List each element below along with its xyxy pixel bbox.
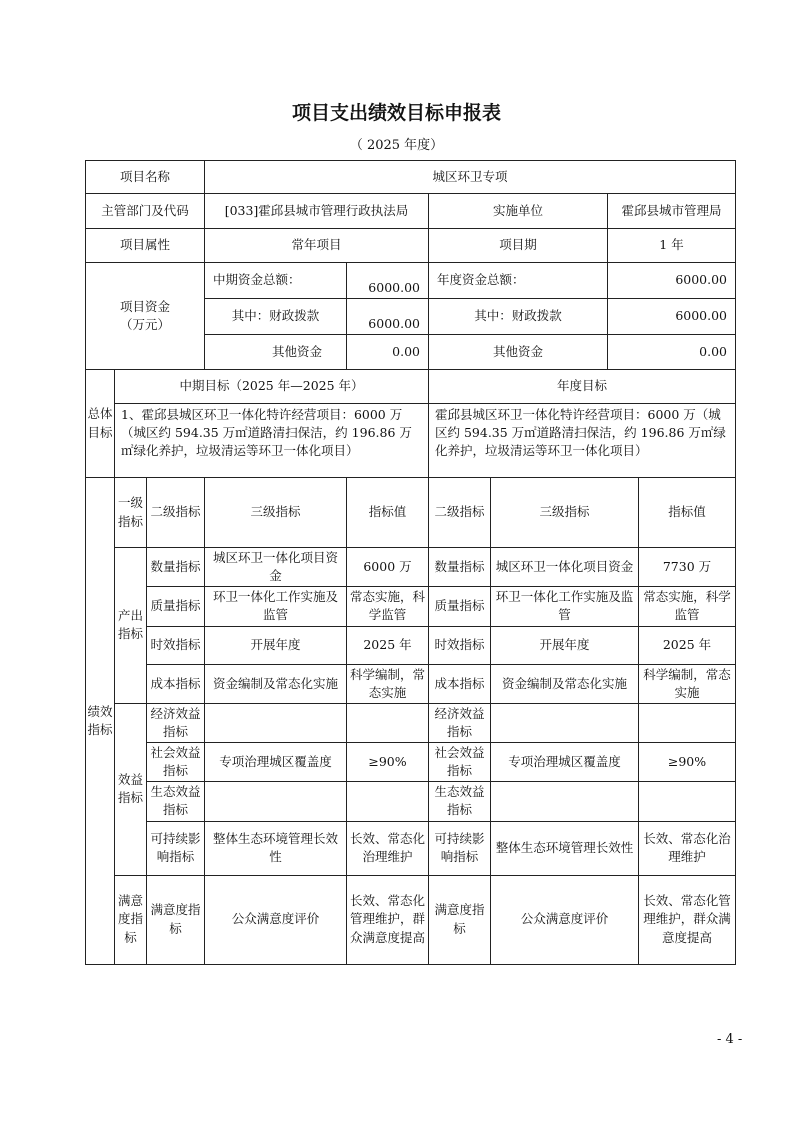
mid-goal-header: 中期目标（2025 年—2025 年） <box>115 370 429 404</box>
indicator-row <box>86 703 736 742</box>
value-mid <box>347 703 429 742</box>
level2-year: 时效指标 <box>429 626 491 664</box>
level3-mid <box>205 703 347 742</box>
level2-year: 可持续影响指标 <box>429 821 491 875</box>
page-title: 项目支出绩效目标申报表 <box>291 102 501 124</box>
value-mid: 常态实施，科学监管 <box>347 587 429 626</box>
value-year: 2025 年 <box>639 626 736 664</box>
level2-mid: 社会效益指标 <box>147 743 205 782</box>
level2-mid: 可持续影响指标 <box>147 821 205 875</box>
value-year: 长效、常态化治理维护 <box>639 821 736 875</box>
dept-label: 主管部门及代码 <box>86 194 205 229</box>
value-year: 科学编制，常态实施 <box>639 664 736 703</box>
indicator-row <box>86 587 736 626</box>
level2-mid: 质量指标 <box>147 587 205 626</box>
year-fiscal-label: 其中：财政拨款 <box>429 299 608 335</box>
mid-other-label: 其他资金 <box>205 335 347 370</box>
project-name-label: 项目名称 <box>86 161 205 194</box>
level3-year <box>491 782 639 821</box>
level3-mid: 整体生态环境管理长效性 <box>205 821 347 875</box>
level3-year: 开展年度 <box>491 626 639 664</box>
level3-mid: 公众满意度评价 <box>205 875 347 964</box>
level3-year: 环卫一体化工作实施及监管 <box>491 587 639 626</box>
mid-goal-text: 1、霍邱县城区环卫一体化特许经营项目：6000 万（城区约 594.35 万㎡道路清扫保洁，约 196.86 万㎡绿化养护，垃圾清运等环卫一体化项目） <box>115 404 429 478</box>
value-year <box>639 782 736 821</box>
header-level3-year: 三级指标 <box>491 478 639 548</box>
level2-year: 社会效益指标 <box>429 743 491 782</box>
year-other-label: 其他资金 <box>429 335 608 370</box>
year-fiscal-value: 6000.00 <box>608 299 736 335</box>
goals-table <box>85 369 736 478</box>
indicator-row <box>86 548 736 587</box>
value-mid: 长效、常态化管理维护，群众满意度提高 <box>347 875 429 964</box>
header-level2-mid: 二级指标 <box>147 478 205 548</box>
indicator-row <box>86 875 736 964</box>
mid-other-value: 0.00 <box>347 335 429 370</box>
mid-total-label: 中期资金总额： <box>205 263 347 299</box>
level2-mid: 生态效益指标 <box>147 782 205 821</box>
perf-label: 绩效指标 <box>86 478 115 965</box>
attr-label: 项目属性 <box>86 229 205 263</box>
level2-year: 成本指标 <box>429 664 491 703</box>
header-level3-mid: 三级指标 <box>205 478 347 548</box>
level3-year: 资金编制及常态化实施 <box>491 664 639 703</box>
value-mid <box>347 782 429 821</box>
goals-label: 总体目标 <box>86 370 115 478</box>
value-year <box>639 703 736 742</box>
level2-mid: 经济效益指标 <box>147 703 205 742</box>
dept-value: [033]霍邱县城市管理行政执法局 <box>205 194 429 229</box>
header-level1: 一级指标 <box>115 478 147 548</box>
period-value: 1 年 <box>608 229 736 263</box>
impl-label: 实施单位 <box>429 194 608 229</box>
performance-table <box>85 477 736 965</box>
mid-total-value: 6000.00 <box>347 263 429 299</box>
attr-value: 常年项目 <box>205 229 429 263</box>
level2-mid: 时效指标 <box>147 626 205 664</box>
level3-mid: 城区环卫一体化项目资金 <box>205 548 347 587</box>
level3-mid <box>205 782 347 821</box>
level3-year: 整体生态环境管理长效性 <box>491 821 639 875</box>
impl-value: 霍邱县城市管理局 <box>608 194 736 229</box>
group-benefit: 效益指标 <box>115 703 147 875</box>
value-year: 7730 万 <box>639 548 736 587</box>
header-level2-year: 二级指标 <box>429 478 491 548</box>
value-year: 常态实施，科学监管 <box>639 587 736 626</box>
funds-label: 项目资金（万元） <box>86 263 205 370</box>
year-goal-header: 年度目标 <box>429 370 736 404</box>
level3-year: 公众满意度评价 <box>491 875 639 964</box>
page-number: - 4 - <box>717 1032 743 1047</box>
indicator-row <box>86 664 736 703</box>
year-total-label: 年度资金总额： <box>429 263 608 299</box>
indicator-row <box>86 743 736 782</box>
mid-fiscal-label: 其中：财政拨款 <box>205 299 347 335</box>
level3-mid: 开展年度 <box>205 626 347 664</box>
group-satisfaction: 满意度指标 <box>115 875 147 964</box>
value-mid: 科学编制，常态实施 <box>347 664 429 703</box>
group-output: 产出指标 <box>115 548 147 704</box>
level3-year: 专项治理城区覆盖度 <box>491 743 639 782</box>
level3-year <box>491 703 639 742</box>
year-total-value: 6000.00 <box>608 263 736 299</box>
header-value-year: 指标值 <box>639 478 736 548</box>
indicator-row <box>86 782 736 821</box>
year-subtitle: （ 2025 年度） <box>349 138 444 153</box>
year-other-value: 0.00 <box>608 335 736 370</box>
indicator-row <box>86 626 736 664</box>
period-label: 项目期 <box>429 229 608 263</box>
value-mid: 6000 万 <box>347 548 429 587</box>
value-year: 长效、常态化管理维护，群众满意度提高 <box>639 875 736 964</box>
level3-mid: 资金编制及常态化实施 <box>205 664 347 703</box>
level2-mid: 成本指标 <box>147 664 205 703</box>
basic-info-table <box>85 160 736 370</box>
level2-mid: 数量指标 <box>147 548 205 587</box>
level2-year: 数量指标 <box>429 548 491 587</box>
level2-year: 质量指标 <box>429 587 491 626</box>
year-goal-text: 霍邱县城区环卫一体化特许经营项目：6000 万（城区约 594.35 万㎡道路清扫保洁，约 196.86 万㎡绿化养护，垃圾清运等环卫一体化项目） <box>429 404 736 478</box>
level2-year: 经济效益指标 <box>429 703 491 742</box>
level2-mid: 满意度指标 <box>147 875 205 964</box>
value-mid: 长效、常态化治理维护 <box>347 821 429 875</box>
value-mid: 2025 年 <box>347 626 429 664</box>
level3-mid: 环卫一体化工作实施及监管 <box>205 587 347 626</box>
indicator-row <box>86 821 736 875</box>
level3-year: 城区环卫一体化项目资金 <box>491 548 639 587</box>
level2-year: 生态效益指标 <box>429 782 491 821</box>
value-mid: ≥90% <box>347 743 429 782</box>
mid-fiscal-value: 6000.00 <box>347 299 429 335</box>
level3-mid: 专项治理城区覆盖度 <box>205 743 347 782</box>
project-name-value: 城区环卫专项 <box>205 161 736 194</box>
level2-year: 满意度指标 <box>429 875 491 964</box>
header-value-mid: 指标值 <box>347 478 429 548</box>
value-year: ≥90% <box>639 743 736 782</box>
